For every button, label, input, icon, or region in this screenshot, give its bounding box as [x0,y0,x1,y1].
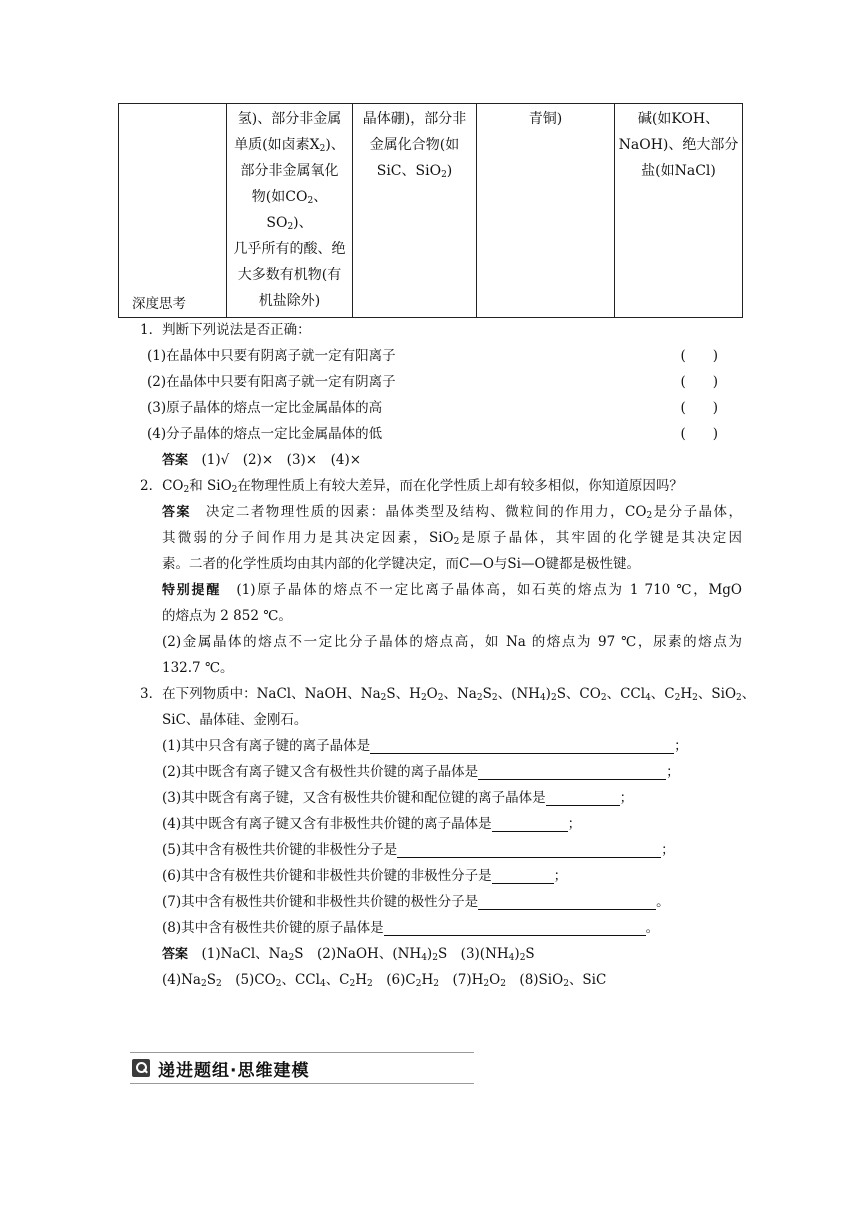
special-tip-line: 132.7 ℃。 [162,660,234,676]
answer-blank[interactable] [478,761,666,780]
question-1-item: (3)原子晶体的熔点一定比金属晶体的高 ( ) [147,400,718,416]
table-cell-empty [119,104,227,318]
question-1-stem: 1．判断下列说法是否正确： [140,322,311,338]
answer-blank[interactable] [546,787,620,806]
question-3-item: (5)其中含有极性共价键的非极性分子是 ； [132,837,742,863]
question-3-item: (6)其中含有极性共价键和非极性共价键的非极性分子是 ； [132,863,742,889]
special-tip-line: 的熔点为 2 852 ℃。 [162,608,292,624]
crystal-classification-table [118,103,743,318]
question-3-item: (8)其中含有极性共价键的原子晶体是 。 [132,915,742,941]
answer-blank[interactable] [370,735,674,754]
question-2-stem: 2．$CO_2$和 SiO$_2$在物理性质上有较大差异，而在化学性质上却有较多相似，你知道原因吗？ [140,478,683,495]
question-2-answer-line: 素。二者的化学性质均由其内部的化学键决定，而C—O与Si—O键都是极性键。 [162,556,641,572]
question-1-answer: 答案 (1)√ (2)× (3)× (4)× [162,452,362,468]
question-1-item: (2)在晶体中只要有阳离子就一定有阴离子 ( ) [147,374,718,390]
table-cell-atomic-crystal: 晶体硼)，部分非 金属化合物(如 SiC、SiO$_2$) [353,104,477,318]
question-2-answer-line: 其微弱的分子间作用力是其决定因素，SiO$_2$是原子晶体，其牢固的化学键是其决定因 [162,530,742,547]
section-header [130,1052,474,1084]
section-heading: 深度思考 [132,296,186,312]
special-tip-line: (2)金属晶体的熔点不一定比分子晶体的熔点高，如 Na 的熔点为 97 ℃，尿素的熔点为 [162,634,742,650]
answer-blank[interactable] [492,865,554,884]
table-cell-ionic-crystal: 碱(如KOH、 NaOH)、绝大部分 盐(如NaCl) [615,104,743,318]
table-cell-metallic-crystal: 青铜) [477,104,615,318]
question-2-answer: 答案 决定二者物理性质的因素：晶体类型及结构、微粒间的作用力，$CO_2$是分子晶体， [162,504,742,521]
magnifier-icon [132,1059,150,1077]
answer-blank[interactable] [478,891,656,910]
table-cell-molecular-crystal: 氢)、部分非金属 单质(如卤素$X_2$)、 部分非金属氧化 物(如$CO_2$、$SO_2$)、 几乎所有的酸、绝 大多数有机物(有 机盐除外) [227,104,353,318]
table-row [119,104,743,318]
special-tip: 特别提醒 (1)原子晶体的熔点不一定比离子晶体高，如石英的熔点为 1 710 ℃，MgO [162,582,742,598]
question-3-item: (1)其中只含有离子键的离子晶体是 ； [132,733,742,759]
question-3-item: (3)其中既含有离子键，又含有极性共价键和配位键的离子晶体是 ； [132,785,742,811]
question-3-stem-line: SiC、晶体硅、金刚石。 [162,712,308,728]
question-3-item: (2)其中既含有离子键又含有极性共价键的离子晶体是 ； [132,759,742,785]
answer-blank[interactable] [384,917,646,936]
question-3-item: (7)其中含有极性共价键和非极性共价键的极性分子是 。 [132,889,742,915]
question-3-stem: 3．在下列物质中：NaCl、NaOH、$Na_2S$、$H_2O_2$、$Na_2S_2$、$(NH_4)_2S$、$CO_2$、CCl$_4$、$C_2H_2$、SiO$_2$、 [140,686,756,703]
answer-blank[interactable] [492,813,568,832]
answer-blank[interactable] [397,839,661,858]
section-title: 递进题组·思维建模 [158,1060,310,1081]
question-3-item: (4)其中既含有离子键又含有非极性共价键的离子晶体是 ； [132,811,742,837]
document-body [132,291,756,993]
question-1-item: (4)分子晶体的熔点一定比金属晶体的低 ( ) [147,426,718,442]
question-3-answer: 答案 (1)NaCl、$Na_2S$ (2)NaOH、$(NH_4)_2S$ $(3)(NH_4)_2S$ [162,946,535,963]
question-3-answer-line: $(4)Na_2S_2$ $(5)CO_2$、CCl$_4$、$C_2H_2$ $(6)C_2H_2$ $(7)H_2O_2$ (8)SiO$_2$、SiC [162,972,607,989]
question-1-item: (1)在晶体中只要有阴离子就一定有阳离子 ( ) [147,348,718,364]
